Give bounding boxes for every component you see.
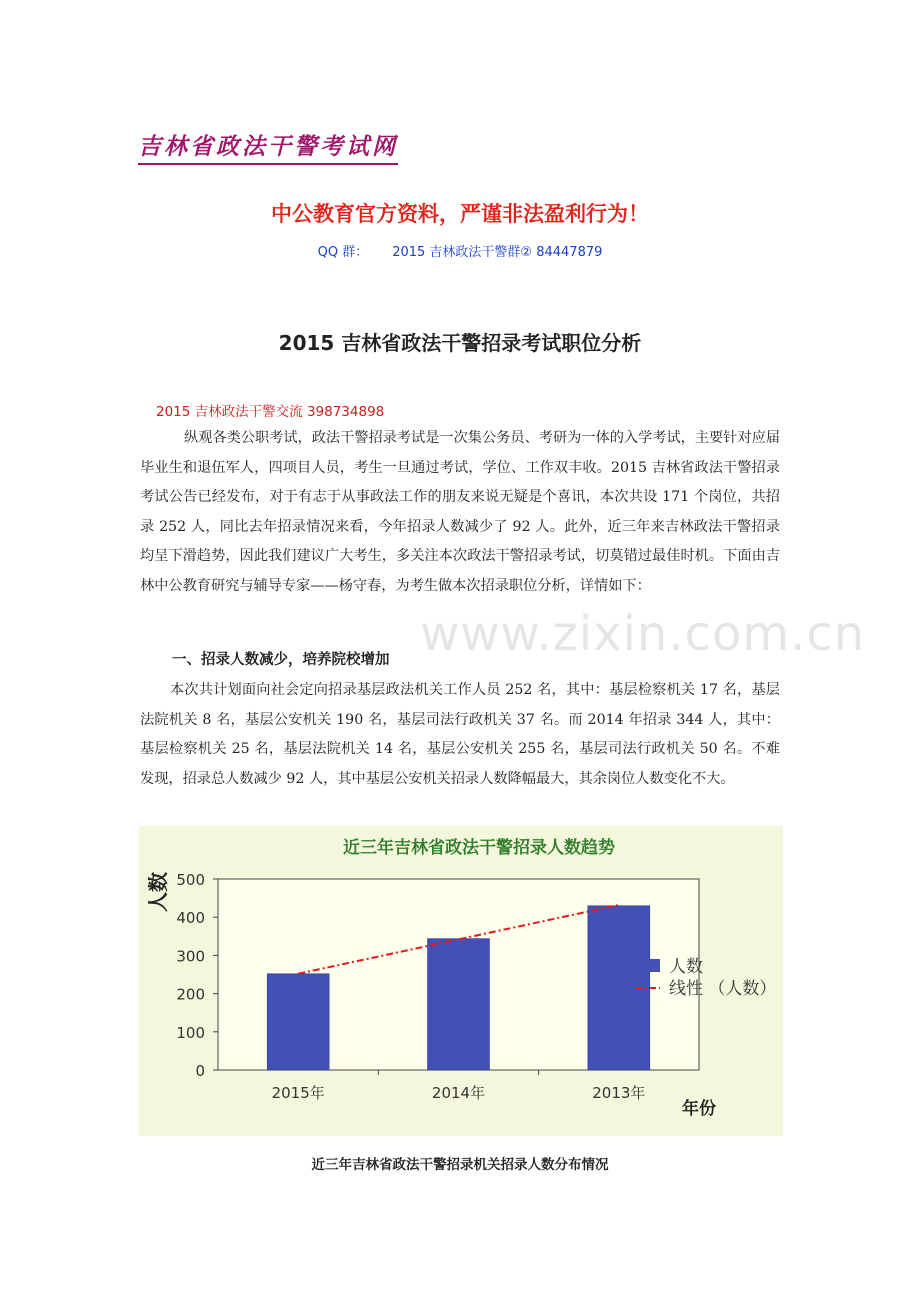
- intro-paragraph: 纵观各类公职考试，政法干警招录考试是一次集公务员、考研为一体的入学考试，主要针对应届毕业生和退伍军人，四项目人员，考生一旦通过考试，学位、工作双丰收。2015 吉林省政法干警招录考试公告已经发布，对于有志于从事政法工作的朋友来说无疑是个喜讯，本次共设 171 个岗位，共招录 252 人，同比去年招录情况来看，今年招录人数减少了 92 人。此外，近三年来吉林政法干警招录均呈下滑趋势，因此我们建议广大考生，多关注本次政法干警招录考试，切莫错过最佳时机。下面由吉林中公教育研究与辅导专家——杨守春，为考生做本次招录职位分析，详情如下：: [140, 430, 780, 594]
- y-tick-label: 500: [176, 871, 205, 889]
- chart-caption: 近三年吉林省政法干警招录机关招录人数分布情况: [311, 1157, 609, 1173]
- chart: [139, 826, 783, 1136]
- x-tick-label: 2014年: [431, 1084, 486, 1102]
- bar: [428, 939, 490, 1070]
- legend-swatch-bar: [636, 959, 660, 972]
- legend-label-trend: 线性 （人数）: [669, 979, 777, 999]
- document-title: 2015 吉林省政法干警招录考试职位分析: [278, 331, 642, 355]
- copyright-notice: 中公教育官方资料，严谨非法盈利行为！: [271, 202, 649, 226]
- chart-title: 近三年吉林省政法干警招录人数趋势: [343, 838, 615, 858]
- y-tick-label: 100: [176, 1023, 205, 1042]
- chart-svg: [139, 826, 783, 1136]
- x-tick-label: 2013年: [592, 1084, 646, 1102]
- legend-label-bar: 人数: [669, 957, 703, 977]
- site-title: 吉林省政法干警考试网: [138, 128, 398, 165]
- bar: [267, 974, 329, 1070]
- details-paragraph: 本次共计划面向社会定向招录基层政法机关工作人员 252 名，其中：基层检察机关 17 名，基层法院机关 8 名，基层公安机关 190 名，基层司法行政机关 37 名。而 2014 年招录 344 人，其中：基层检察机关 25 名，基层法院机关 14 名，基层公安机关 255 名，基层司法行政机关 50 名。不难发现，招录总人数减少 92 人，其中基层公安机关招录人数降幅最大，其余岗位人数变化不大。: [140, 682, 780, 787]
- qq-label: QQ 群：: [317, 245, 369, 260]
- y-tick-label: 200: [176, 985, 205, 1004]
- x-axis-label: 年份: [682, 1099, 716, 1119]
- contact-line: 2015 吉林政法干警交流 398734898: [156, 404, 385, 420]
- y-tick-label: 300: [176, 947, 205, 966]
- qq-group-number: 2015 吉林政法干警群② 84447879: [392, 245, 603, 260]
- y-tick-label: 0: [195, 1062, 205, 1080]
- watermark: www.zixin.com.cn: [420, 606, 866, 662]
- y-tick-label: 400: [176, 909, 205, 928]
- qq-group-line: [0, 241, 920, 260]
- section-heading: 一、招录人数减少，培养院校增加: [172, 652, 390, 668]
- x-tick-label: 2015年: [271, 1084, 325, 1102]
- y-axis-label: 人数: [146, 872, 170, 912]
